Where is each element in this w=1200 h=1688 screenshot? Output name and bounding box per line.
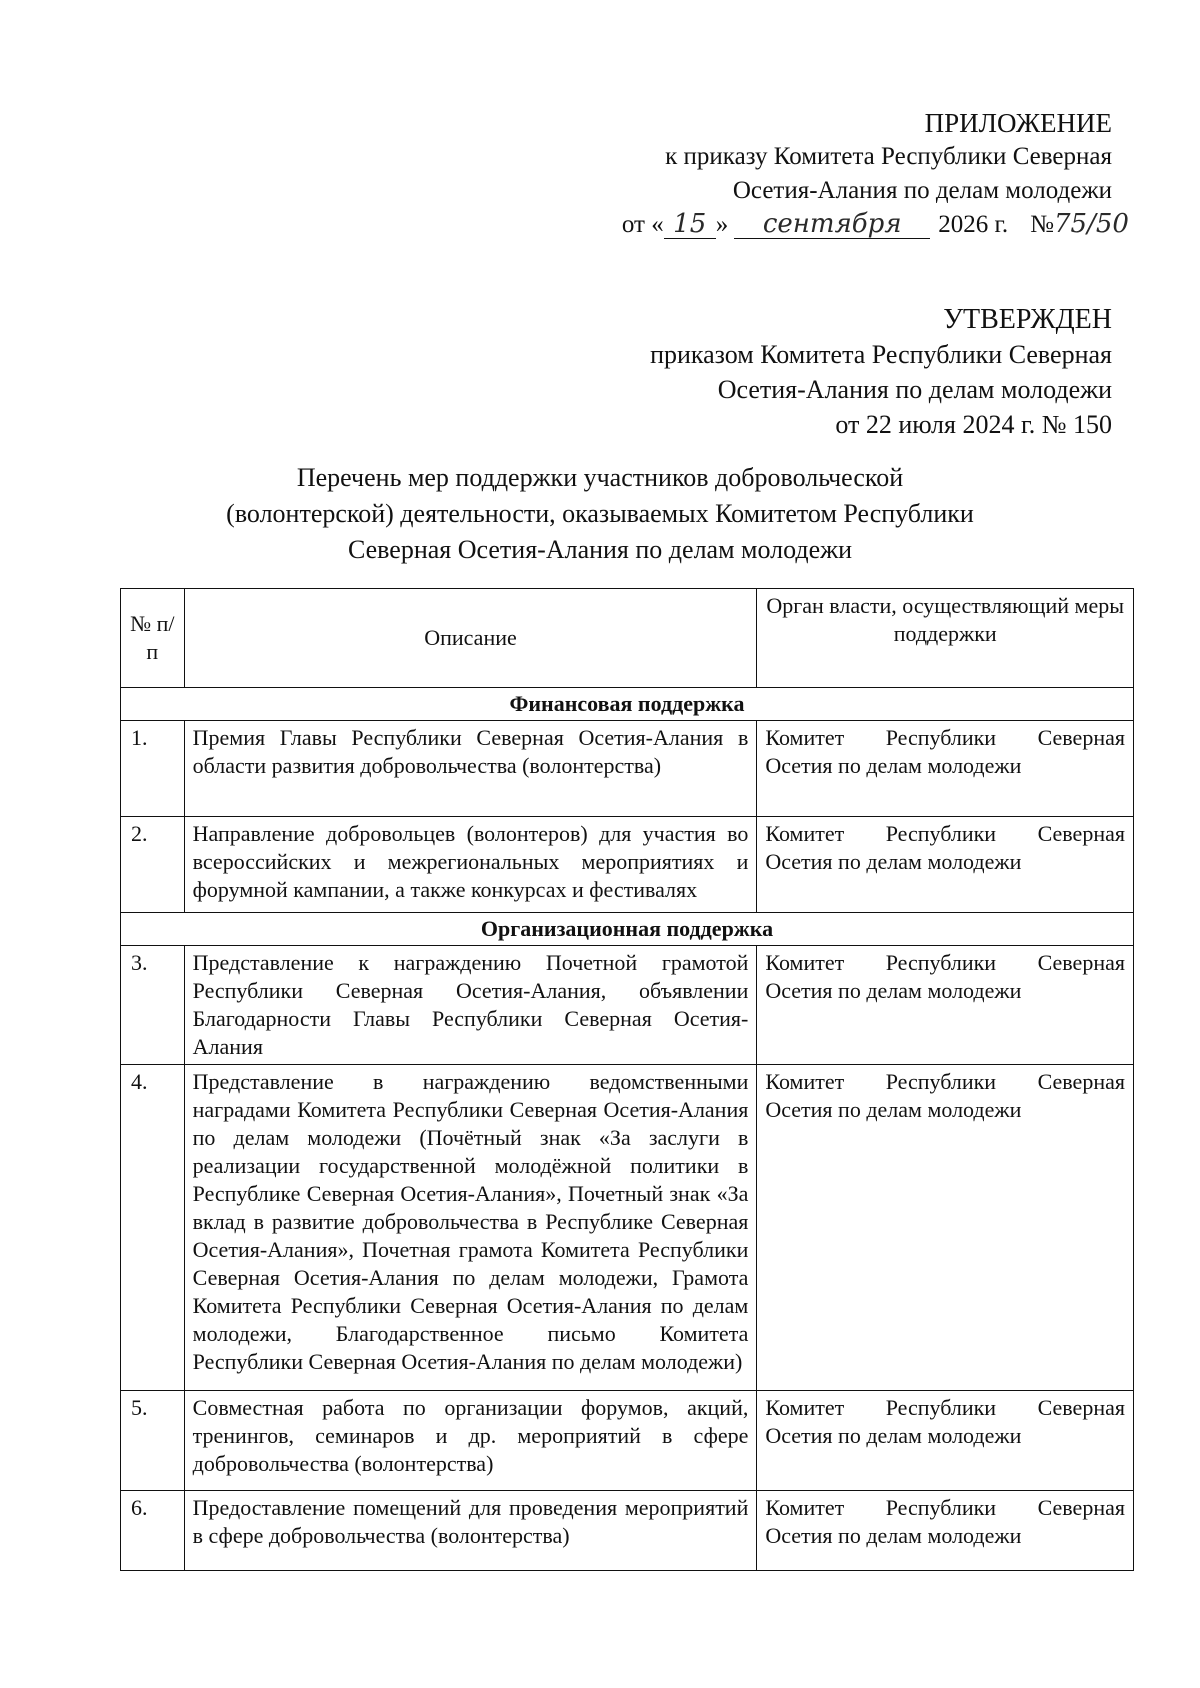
row-organization <box>757 946 1134 1065</box>
org-first-line <box>765 1394 1125 1422</box>
row-number: 5. <box>121 1391 185 1491</box>
org-word: Северная <box>1037 1069 1125 1094</box>
org-word: Комитет <box>765 1495 845 1520</box>
org-word: Республики <box>885 725 997 750</box>
org-rest-line: Осетия по делам молодежи <box>765 1523 1022 1548</box>
row-number: 2. <box>121 817 185 913</box>
row-description: Премия Главы Республики Северная Осетия-Алания в области развития добровольчества (волонтерства) <box>184 721 757 817</box>
row-organization <box>757 1491 1134 1571</box>
date-prefix: от « <box>621 211 664 238</box>
appendix-date-line <box>621 208 1129 242</box>
header-org: Орган власти, осуществляющий меры поддержки <box>757 589 1134 688</box>
org-word: Северная <box>1037 1495 1125 1520</box>
row-organization <box>757 1065 1134 1391</box>
org-first-line <box>765 949 1125 977</box>
appendix-line-2: Осетия-Алания по делам молодежи <box>732 177 1112 204</box>
document-title-line-1: Перечень мер поддержки участников добровольческой <box>296 463 904 492</box>
handwritten-day: 15 <box>664 210 716 239</box>
approved-title: УТВЕРЖДЕН <box>943 304 1112 335</box>
org-word: Комитет <box>765 821 845 846</box>
org-rest-line: Осетия по делам молодежи <box>765 1423 1022 1448</box>
handwritten-number: 75/50 <box>1054 209 1129 239</box>
row-description: Направление добровольцев (волонтеров) для участия во всероссийских и межрегиональных мероприятиях и форумной кампании, а также конкурсах и фестивалях <box>184 817 757 913</box>
org-word: Северная <box>1037 821 1125 846</box>
row-organization <box>757 721 1134 817</box>
date-mid: » <box>715 211 729 238</box>
org-word: Комитет <box>765 725 845 750</box>
org-word: Республики <box>885 1069 997 1094</box>
date-year: 2026 г. <box>938 211 1009 238</box>
row-number: 6. <box>121 1491 185 1571</box>
row-organization <box>757 1391 1134 1491</box>
support-measures-table <box>120 588 1134 1571</box>
table-row <box>121 946 1134 1065</box>
row-number: 3. <box>121 946 185 1065</box>
section-title: Финансовая поддержка <box>121 688 1134 721</box>
table-row <box>121 1491 1134 1571</box>
org-word: Северная <box>1037 950 1125 975</box>
row-description: Совместная работа по организации форумов, акций, тренингов, семинаров и др. мероприятий в сфере добровольчества (волонтерства) <box>184 1391 757 1491</box>
org-word: Комитет <box>765 1069 845 1094</box>
org-rest-line: Осетия по делам молодежи <box>765 849 1022 874</box>
header-num: № п/п <box>121 589 185 688</box>
org-word: Республики <box>885 1395 997 1420</box>
org-rest-line: Осетия по делам молодежи <box>765 978 1022 1003</box>
org-rest-line: Осетия по делам молодежи <box>765 753 1022 778</box>
row-number: 4. <box>121 1065 185 1391</box>
row-description: Представление в награждению ведомственными наградами Комитета Республики Северная Осетия-Алания по делам молодежи (Почётный знак «За заслуги в реализации государственной молодёжной политики в Республике Северная Осетия-Алания», Почетный знак «За вклад в развитие добровольчества в Республике Северная Осетия-Алания», Почетная грамота Комитета Республики Северная Осетия-Алания по делам молодежи, Грамота Комитета Республики Северная Осетия-Алания по делам молодежи, Благодарственное письмо Комитета Республики Северная Осетия-Алания по делам молодежи) <box>184 1065 757 1391</box>
appendix-title: ПРИЛОЖЕНИЕ <box>924 108 1112 138</box>
number-prefix: № <box>1030 211 1054 238</box>
approved-line-1: приказом Комитета Республики Северная <box>650 340 1112 369</box>
section-row <box>121 688 1134 721</box>
org-word: Республики <box>885 950 997 975</box>
org-word: Республики <box>885 1495 997 1520</box>
appendix-block <box>621 106 1129 242</box>
section-title: Организационная поддержка <box>121 913 1134 946</box>
org-word: Северная <box>1037 1395 1125 1420</box>
org-word: Северная <box>1037 725 1125 750</box>
approved-line-2: Осетия-Алания по делам молодежи <box>717 375 1112 404</box>
org-word: Республики <box>885 821 997 846</box>
table-row <box>121 817 1134 913</box>
table-row <box>121 1391 1134 1491</box>
approved-line-3: от 22 июля 2024 г. № 150 <box>835 410 1112 439</box>
org-rest-line: Осетия по делам молодежи <box>765 1097 1022 1122</box>
row-organization <box>757 817 1134 913</box>
table-row <box>121 721 1134 817</box>
org-word: Комитет <box>765 1395 845 1420</box>
section-row <box>121 913 1134 946</box>
table-header-row <box>121 589 1134 688</box>
appendix-line-1: к приказу Комитета Республики Северная <box>665 143 1112 170</box>
table-row <box>121 1065 1134 1391</box>
header-desc: Описание <box>184 589 757 688</box>
org-word: Комитет <box>765 950 845 975</box>
document-title-line-2: (волонтерской) деятельности, оказываемых Комитетом Республики <box>226 499 974 528</box>
org-first-line <box>765 1068 1125 1096</box>
document-title-line-3: Северная Осетия-Алания по делам молодежи <box>347 535 853 564</box>
org-first-line <box>765 1494 1125 1522</box>
row-number: 1. <box>121 721 185 817</box>
row-description: Предоставление помещений для проведения мероприятий в сфере добровольчества (волонтерства) <box>184 1491 757 1571</box>
handwritten-month: сентября <box>734 210 930 239</box>
org-first-line <box>765 820 1125 848</box>
row-description: Представление к награждению Почетной грамотой Республики Северная Осетия-Алания, объявлении Благодарности Главы Республики Северная Осетия-Алания <box>184 946 757 1065</box>
document-title <box>0 460 1200 568</box>
org-first-line <box>765 724 1125 752</box>
approved-block <box>650 302 1112 442</box>
